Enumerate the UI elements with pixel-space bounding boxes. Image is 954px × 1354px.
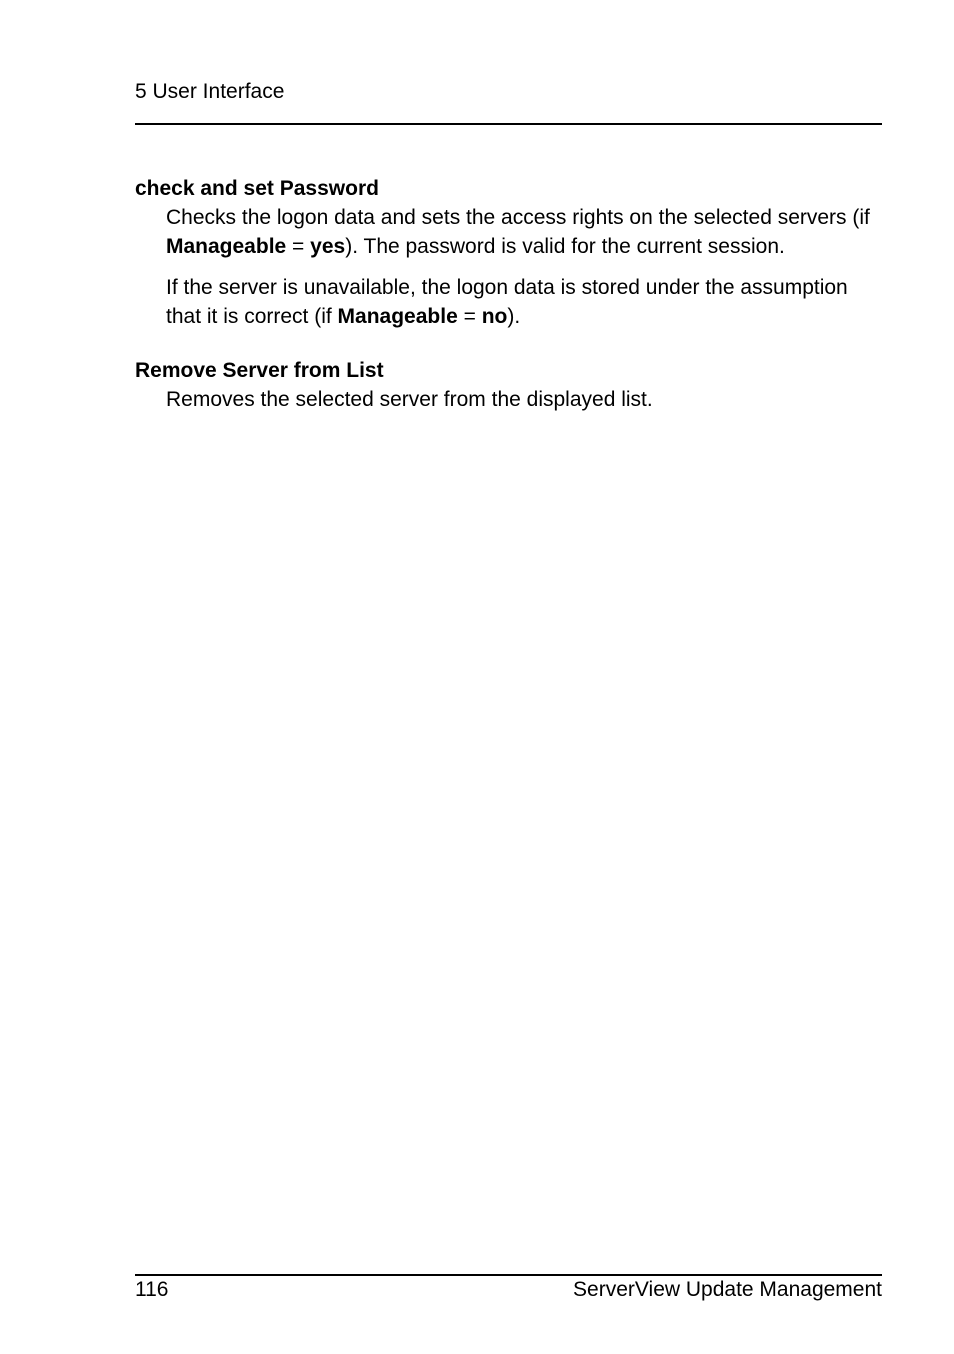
description-paragraph (166, 273, 882, 331)
text-run: ). The password is valid for the current session. (345, 235, 785, 258)
field-name: Manageable (337, 305, 458, 328)
term-description (166, 203, 882, 331)
field-name: Manageable (166, 235, 287, 258)
term-heading: Remove Server from List (135, 359, 384, 382)
text-run: Checks the logon data and sets the access rights on the selected servers (if (166, 206, 870, 229)
document-title: ServerView Update Management (573, 1278, 882, 1301)
field-value: no (481, 305, 508, 328)
header-divider (135, 123, 882, 125)
definition-entry-check-and-set-password (135, 174, 882, 331)
text-run: = (286, 235, 311, 258)
running-header: 5 User Interface (135, 80, 285, 103)
definition-entry-remove-server-from-list (135, 356, 882, 414)
text-run: If the server is unavailable, the logon data is stored under the assumption that it is correct (if (166, 276, 848, 328)
term-heading: check and set Password (135, 177, 379, 200)
description-paragraph: Removes the selected server from the displayed list. (166, 388, 653, 411)
text-run: = (457, 305, 482, 328)
main-content (135, 174, 882, 414)
field-value: yes (310, 235, 346, 258)
description-paragraph (166, 203, 882, 261)
page-number: 116 (135, 1278, 169, 1301)
text-run: ). (507, 305, 521, 328)
term-description (166, 385, 882, 414)
